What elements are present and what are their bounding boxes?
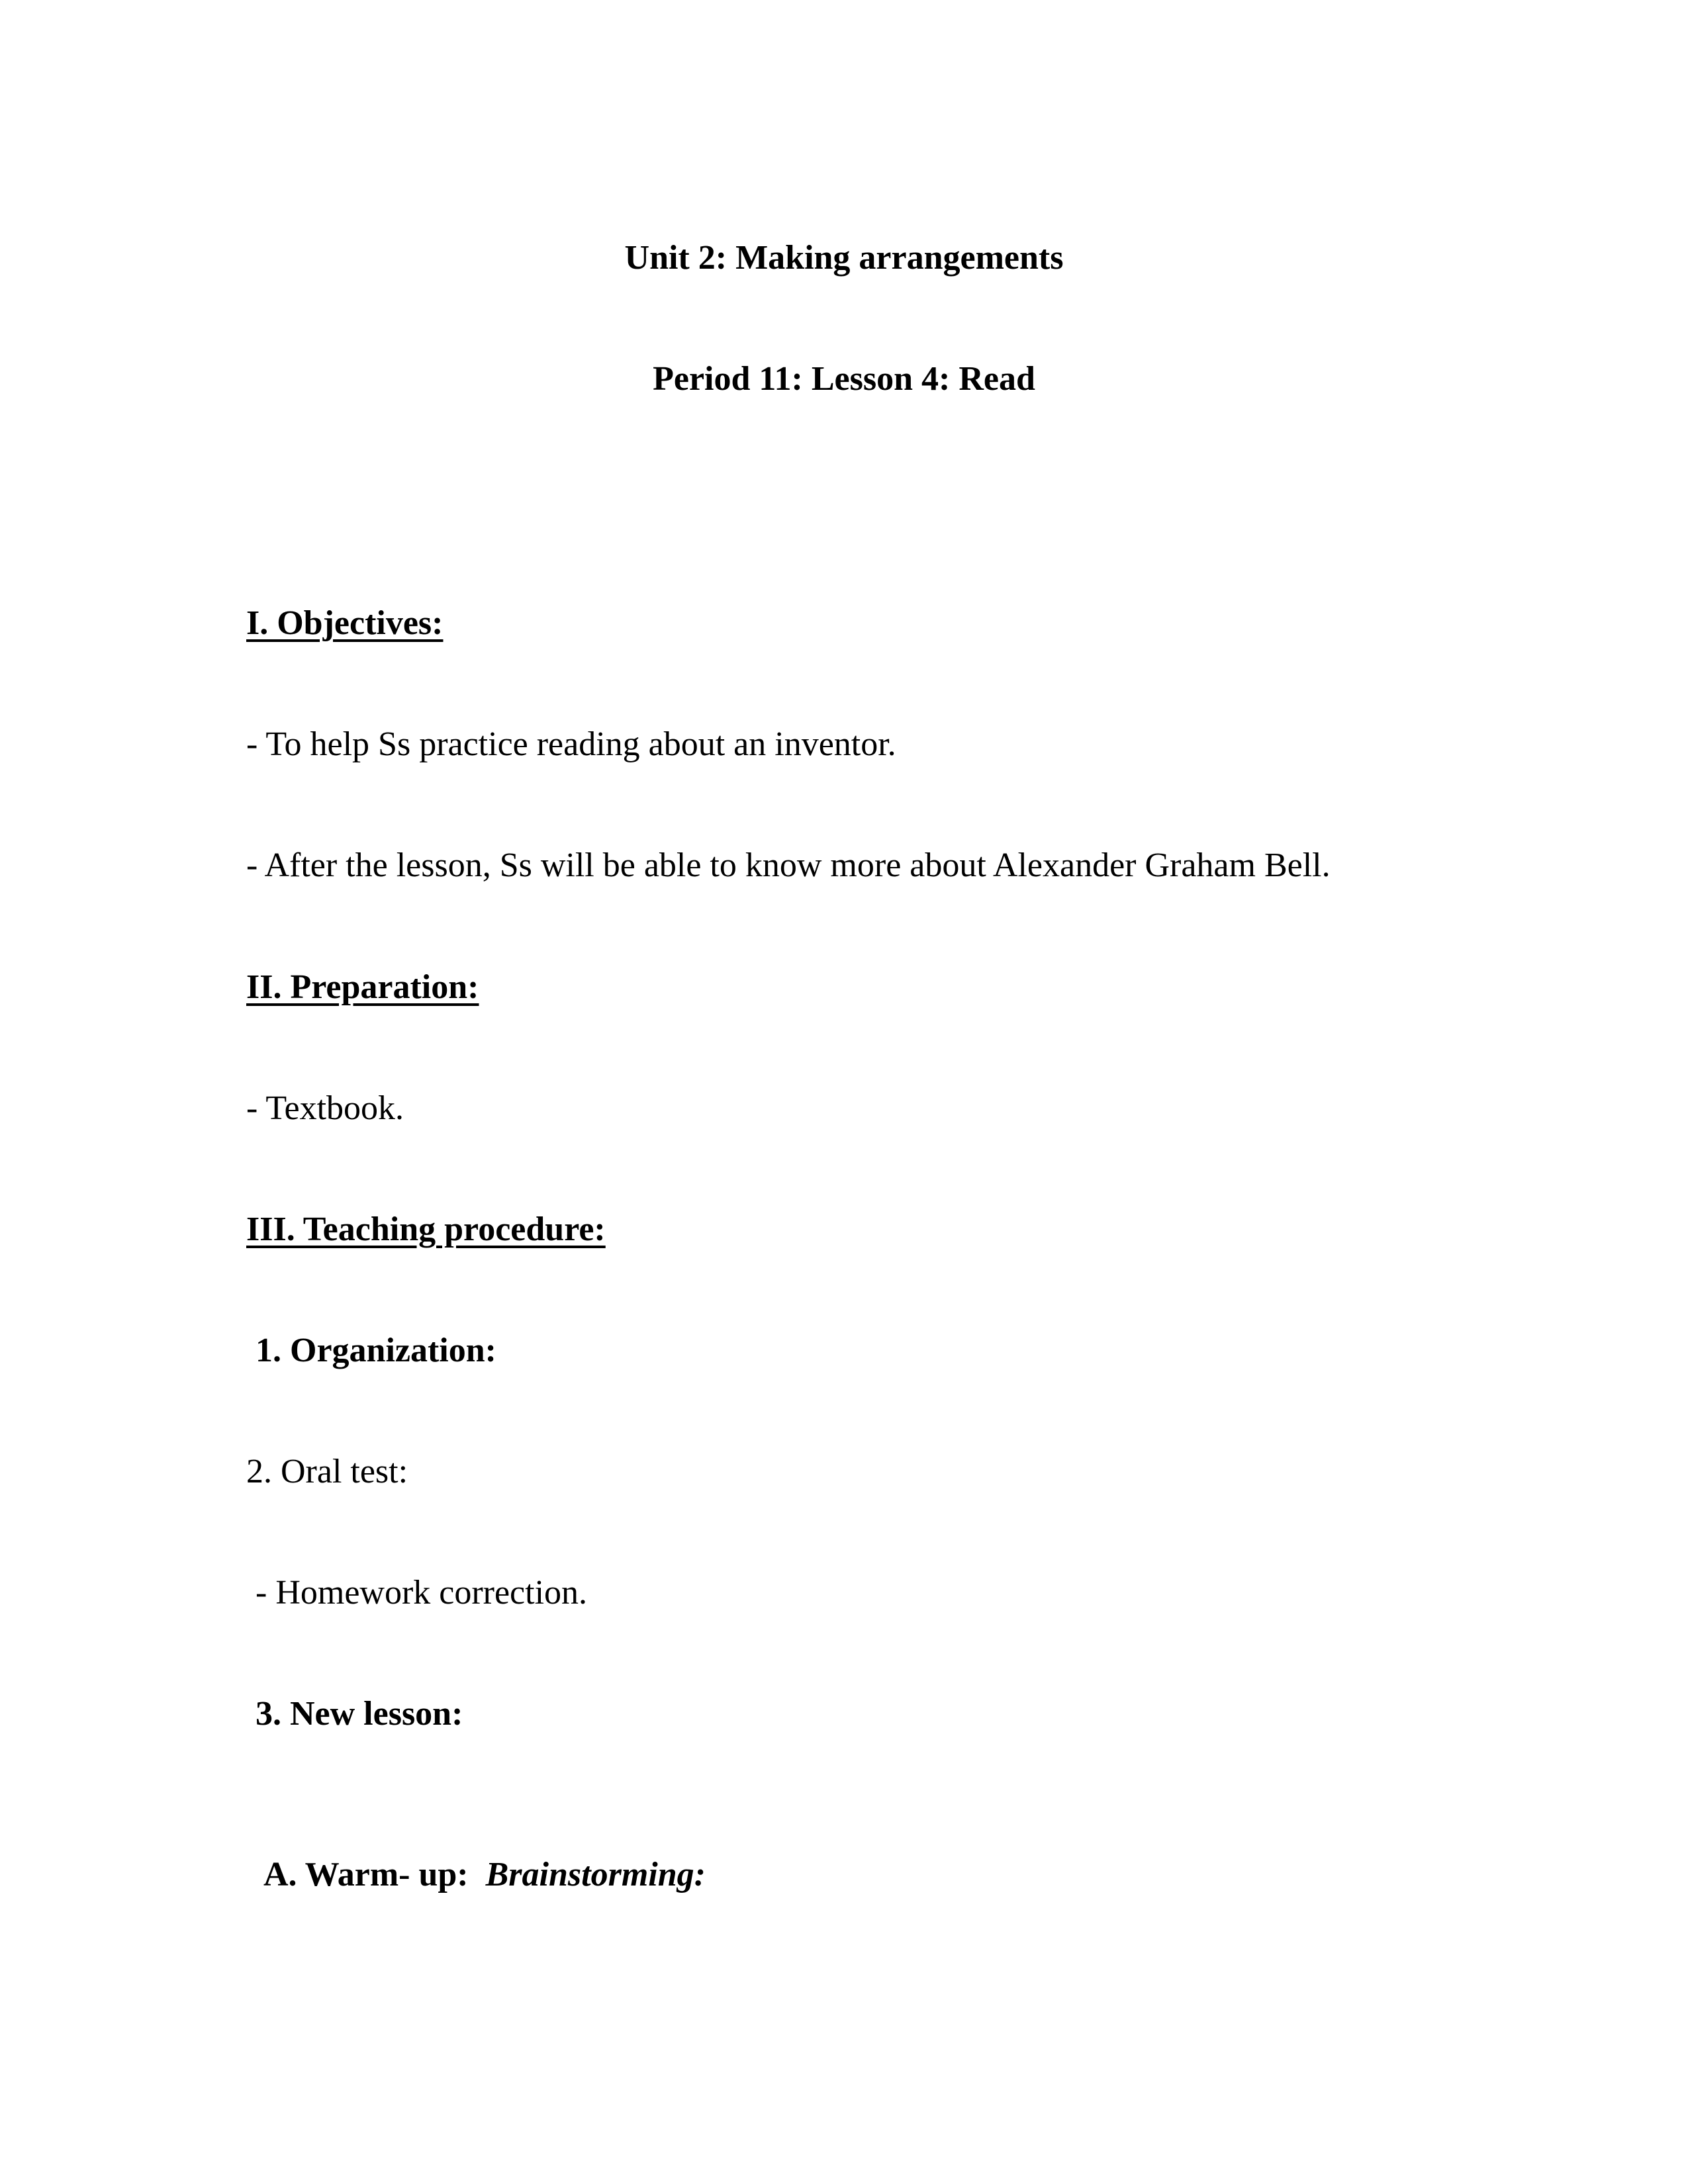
- organization-step: 1. Organization:: [256, 1332, 496, 1369]
- warm-up-line: [246, 1815, 706, 1895]
- new-lesson-step: 3. New lesson:: [256, 1695, 463, 1733]
- oral-test-step: 2. Oral test:: [246, 1453, 408, 1490]
- preparation-item: - Textbook.: [246, 1089, 404, 1127]
- objective-item-2: - After the lesson, Ss will be able to know more about Alexander Graham Bell.: [246, 846, 1331, 884]
- unit-title: Unit 2: Making arrangements: [624, 239, 1064, 277]
- procedure-heading: III. Teaching procedure:: [246, 1210, 606, 1248]
- objective-item-1: - To help Ss practice reading about an inventor.: [246, 725, 896, 763]
- warm-up-activity: Brainstorming:: [485, 1856, 706, 1893]
- preparation-heading: II. Preparation:: [246, 968, 479, 1006]
- warm-up-label: A. Warm- up:: [263, 1856, 469, 1893]
- objectives-heading: I. Objectives:: [246, 604, 444, 642]
- oral-test-item: - Homework correction.: [256, 1574, 588, 1612]
- period-title: Period 11: Lesson 4: Read: [653, 360, 1035, 398]
